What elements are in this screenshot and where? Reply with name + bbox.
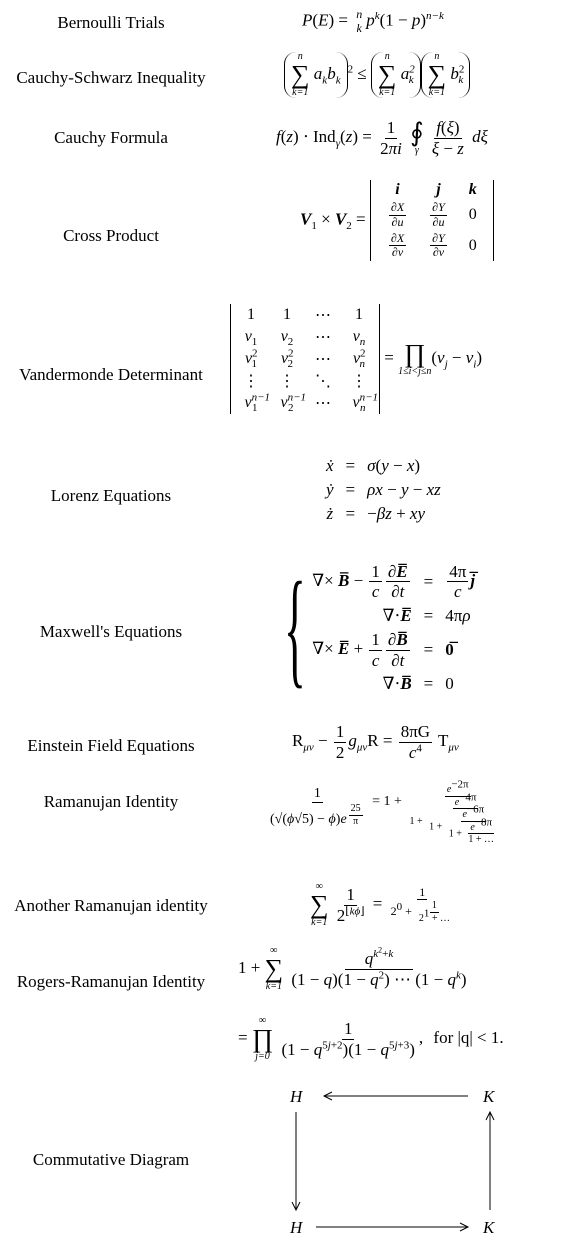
row-commutative bbox=[0, 1080, 567, 1240]
label-another-ramanujan: Another Ramanujan identity bbox=[14, 896, 208, 915]
label-cauchy-schwarz: Cauchy-Schwarz Inequality bbox=[16, 68, 206, 87]
commutative-diagram bbox=[280, 1080, 510, 1240]
formula-cauchy-schwarz: n ∑ k=1 $a_kb_k^2$ ≤ n ∑ k=1 $a^2_k$ n ∑ k=1 $b^2_k$ bbox=[284, 52, 470, 98]
row-bernoulli bbox=[0, 8, 567, 38]
label-commutative: Commutative Diagram bbox=[32, 1150, 190, 1169]
row-another-ramanujan bbox=[0, 882, 567, 940]
label-bernoulli: Bernoulli Trials bbox=[57, 13, 165, 32]
label-ramanujan: Ramanujan Identity bbox=[43, 792, 179, 811]
node-bottom-right: K bbox=[483, 1218, 495, 1237]
row-vandermonde bbox=[0, 304, 567, 446]
label-rogers-ramanujan: Rogers-Ramanujan Identity bbox=[16, 972, 206, 991]
formula-cauchy-formula: f(z) ⋅ Ind$_\gamma$(z) = $\frac{1}{2\pi i}$ ∮ γ $\frac{f(\xi)}{\xi - z}$ dξ bbox=[276, 118, 488, 158]
label-cross-product: Cross Product bbox=[63, 226, 159, 245]
formula-cross-product: $V_1 \times V_2$ = i j k $\frac{\partial X}{\partial u}$ $\frac{\partial Y}{\partial u}$ 0 $\frac{\partial X}{\partial v}$ $\frac{\partial Y}{\partial v}$ 0 bbox=[300, 180, 494, 261]
node-top-right: K bbox=[483, 1087, 495, 1106]
row-ramanujan bbox=[0, 778, 567, 878]
formula-maxwell: { ∇× B̅ − $\frac{1}{c}$ $\frac{\partial E̅}{\partial t}$ = $\frac{4\pi}{c}$ j̅ ∇⋅E̅ = 4πρ ∇× E̅ + $\frac{1}{c}$ $\frac{\partial B̅}{\partial t}$ = 0̅ ∇⋅B̅ = 0 bbox=[284, 556, 476, 700]
node-top-left: H bbox=[290, 1087, 303, 1106]
row-einstein bbox=[0, 722, 567, 770]
formula-vandermonde: 1 1 ⋯ 1 $v_1$ $v_2$ ⋯ $v_n$ $v^2_1$ $v^2_2$ ⋯ $v^2_n$ ⋮ ⋮ ⋱ ⋮ $v^{n-1}_1$ $v^{n-1}_2$ ⋯ $v^{n-1}_n$ = ∏ 1≤i<j≤n $(v_j - v_i)$ bbox=[230, 304, 482, 414]
row-rogers-ramanujan bbox=[0, 946, 567, 1074]
formula-bernoulli: P(E) = n k $p^k(1 - p)^{n-k}$ bbox=[302, 7, 444, 35]
row-lorenz bbox=[0, 454, 567, 540]
formula-rogers-line2: = ∞ ∏ j=0 $\frac{1}{(1 - q^{5j+2})(1 - q^{5j+3})}$ , for |q| < 1. bbox=[238, 1015, 504, 1062]
label-einstein: Einstein Field Equations bbox=[27, 736, 195, 755]
rogers-condition: for |q| < 1. bbox=[433, 1027, 504, 1047]
row-maxwell bbox=[0, 548, 567, 718]
label-vandermonde: Vandermonde Determinant bbox=[19, 365, 203, 384]
formula-einstein: $R_{\mu\nu}$ − $\frac{1}{2}$ $g_{\mu\nu}R$ = $\frac{8\pi G}{c^4}$ $T_{\mu\nu}$ bbox=[292, 722, 459, 762]
label-cauchy-formula: Cauchy Formula bbox=[54, 128, 168, 147]
row-cauchy-schwarz bbox=[0, 52, 567, 104]
formula-ramanujan: 1 (√(ϕ√5) − ϕ)e $^{\frac{25}{\pi}}$ = 1 + $e^{-2\pi}$ 1 + $e^{-4\pi}$ 1 + $e^{-6\pi}$ 1 + $\frac{e^{-8\pi}}{1 + \dots}$ bbox=[270, 778, 495, 845]
row-cross-product bbox=[0, 180, 567, 298]
row-cauchy-formula bbox=[0, 116, 567, 172]
formula-lorenz: ẋ = σ(y − x) ẏ = ρx − y − xz ż = −βz + xy bbox=[326, 456, 441, 523]
formula-another-ramanujan: ∞ ∑ k=1 $\frac{1}{2^{⌊k\phi⌋}}$ = 1 $2^0$ + $\frac{1}{2^1 + \dots}$ bbox=[310, 881, 450, 928]
label-lorenz: Lorenz Equations bbox=[50, 486, 172, 505]
label-maxwell: Maxwell's Equations bbox=[39, 622, 183, 641]
formula-rogers-line1: 1 + ∞ ∑ k=1 $\frac{q^{k^2+k}}{(1 - q)(1 - q^2) \cdots (1 - q^k)}$ bbox=[238, 945, 467, 992]
node-bottom-left: H bbox=[290, 1218, 303, 1237]
